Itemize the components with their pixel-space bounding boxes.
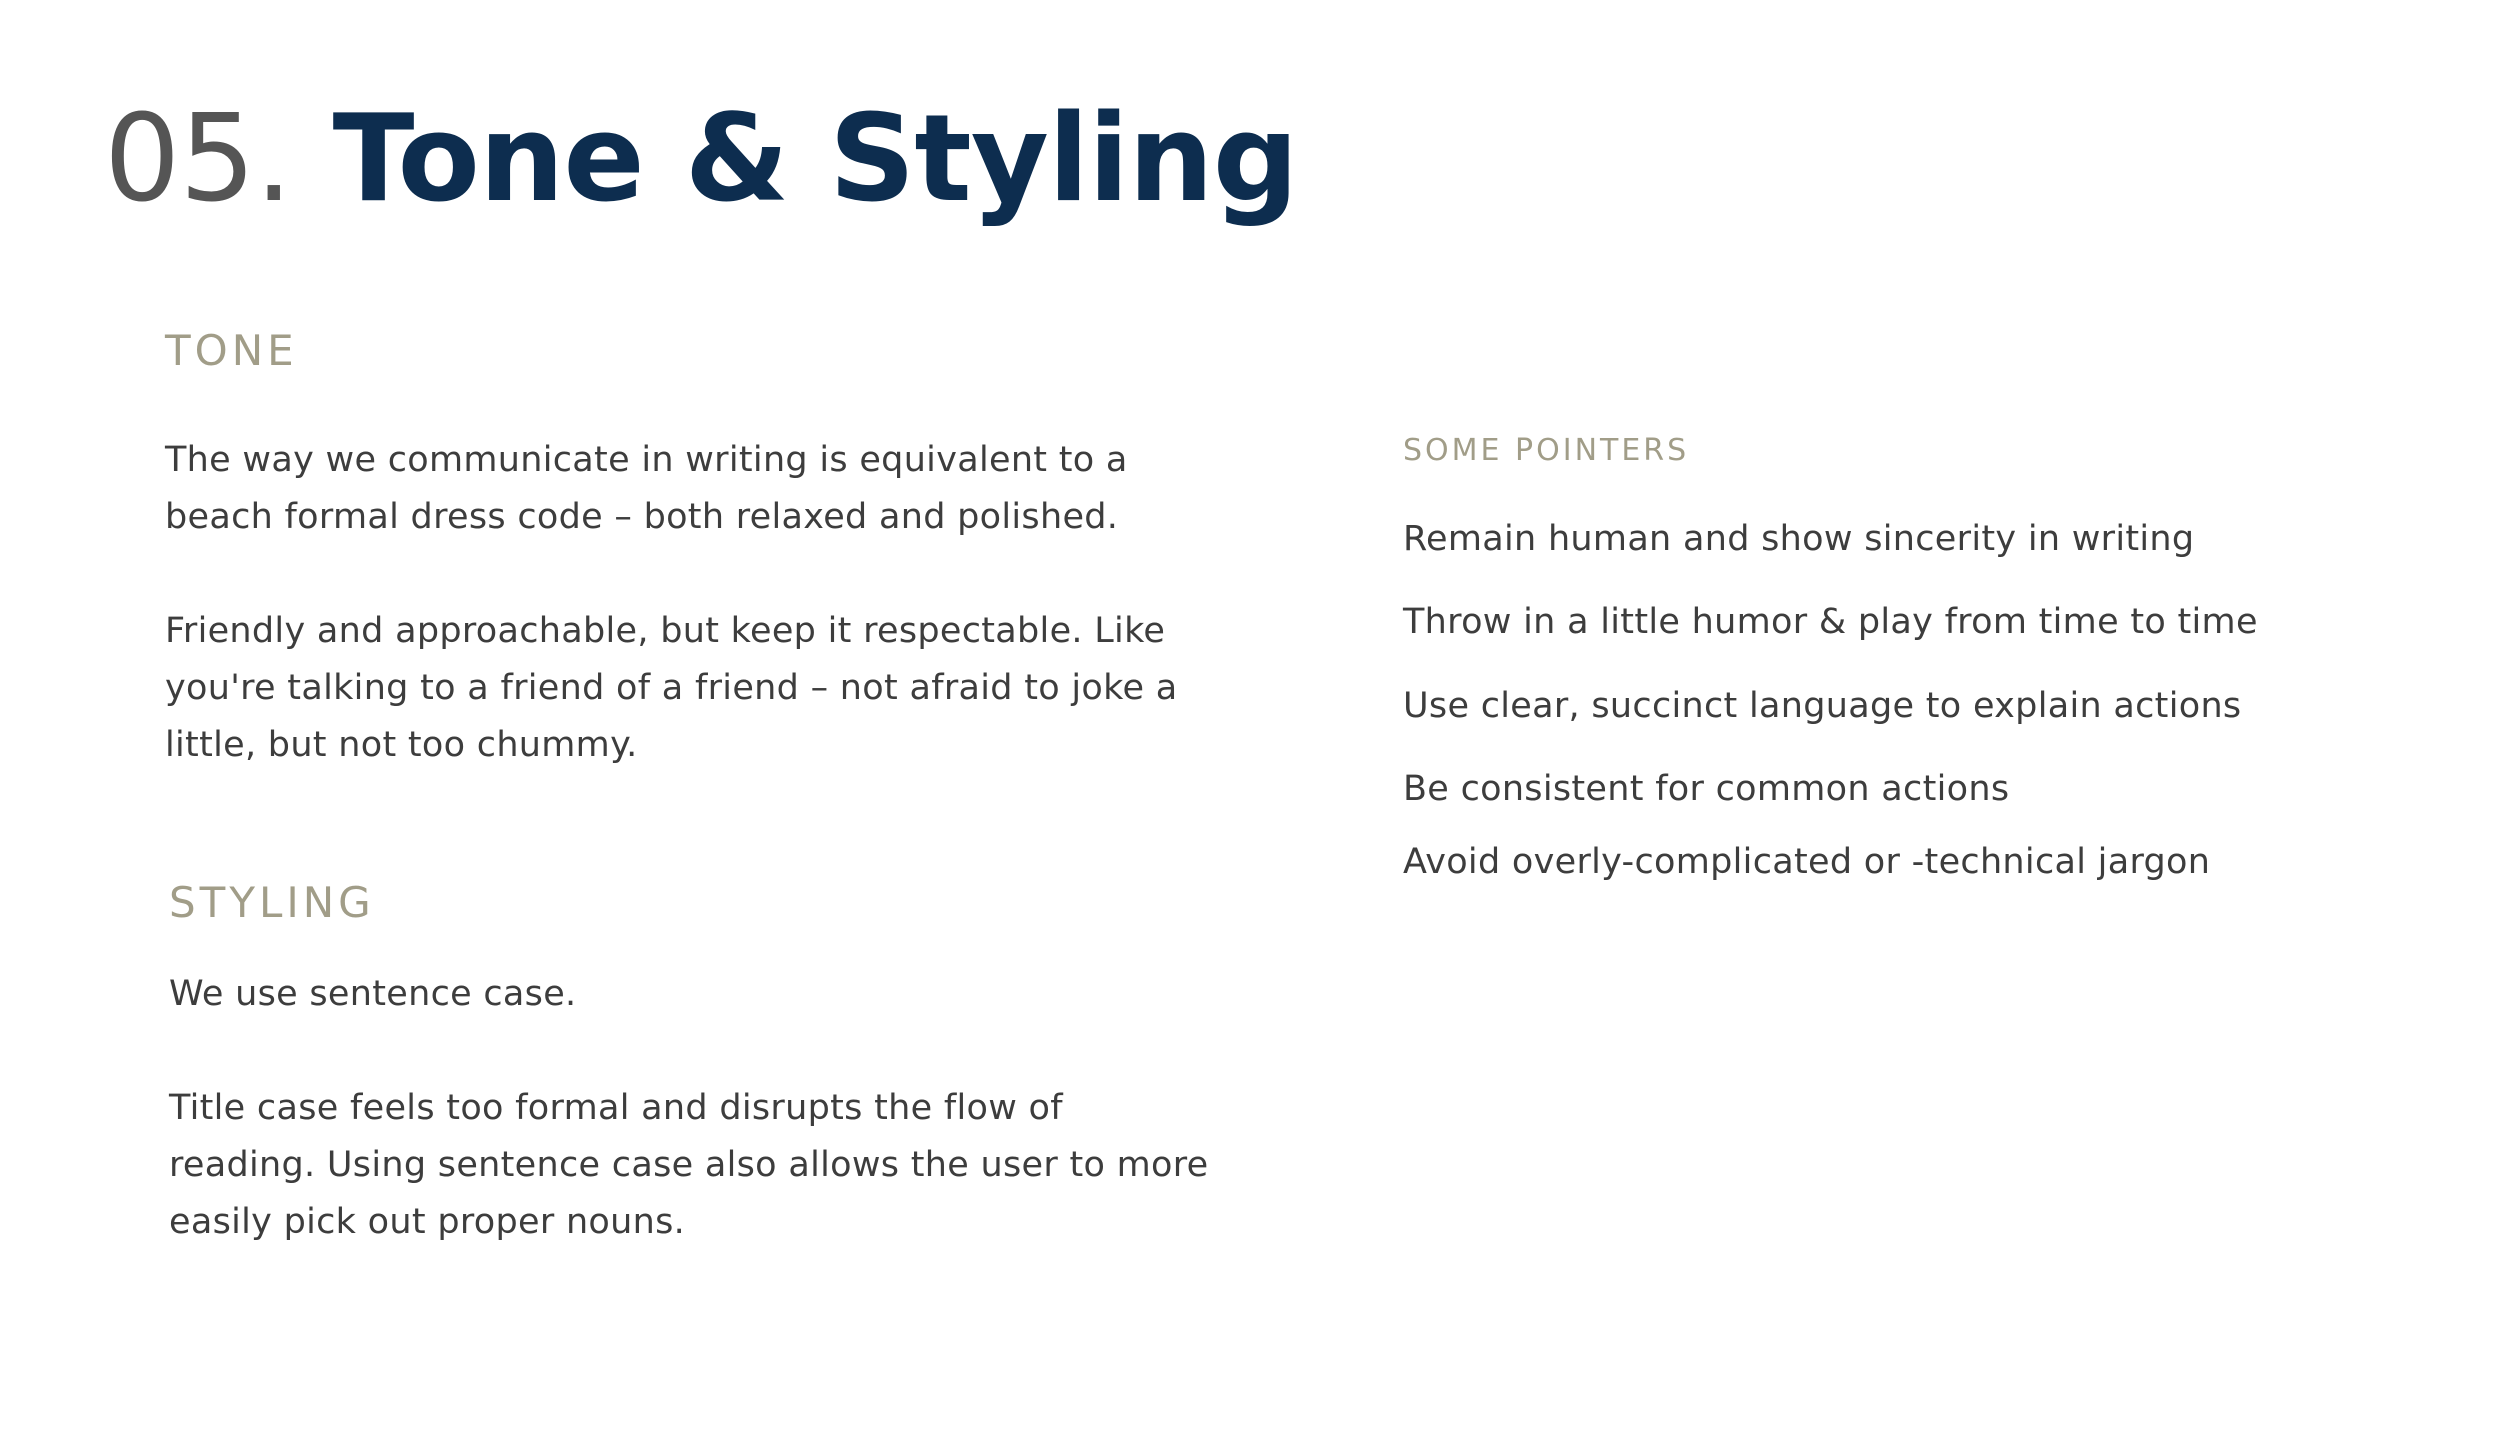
pointers-heading: SOME POINTERS (1403, 433, 1690, 468)
section-title: Tone & Styling (332, 90, 1298, 229)
tone-paragraph-1: The way we communicate in writing is equivalent to a beach formal dress code – both relaxed and polished. (165, 440, 1128, 537)
pointer-item: Throw in a little humor & play from time to time (1403, 602, 2258, 642)
styling-paragraph-1: We use sentence case. (169, 974, 577, 1014)
pointer-item: Avoid overly-complicated or -technical jargon (1403, 842, 2211, 882)
pointer-item: Remain human and show sincerity in writing (1403, 519, 2195, 559)
styling-paragraph-2: Title case feels too formal and disrupts the flow of reading. Using sentence case also allows the user to more easily pick out proper nouns. (169, 1088, 1209, 1242)
tone-heading: TONE (165, 326, 298, 375)
tone-paragraph-2: Friendly and approachable, but keep it respectable. Like you're talking to a friend of a friend – not afraid to joke a little, but not too chummy. (165, 611, 1178, 765)
pointer-item: Use clear, succinct language to explain actions (1403, 686, 2242, 726)
styling-heading: STYLING (169, 878, 375, 927)
page-title (104, 90, 1298, 229)
pointer-item: Be consistent for common actions (1403, 769, 2010, 809)
section-number: 05. (104, 90, 292, 229)
